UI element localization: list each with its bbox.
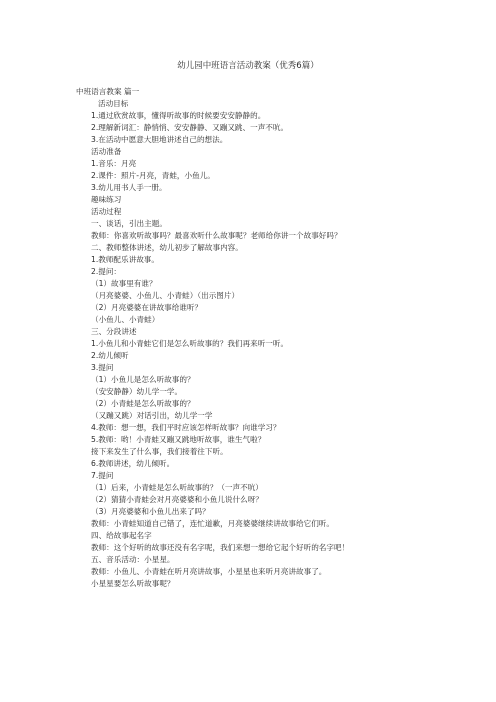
text-line: 四、给故事起名字 [91,531,152,540]
text-line: （月亮婆婆、小鱼儿、小青蛙）（出示图片） [91,291,240,300]
text-line: 2.提问： [91,267,122,276]
text-line: （小鱼儿、小青蛙） [91,315,160,324]
text-line: 接下来发生了什么事，我们接着往下听。 [91,447,228,456]
text-line: 三、分段讲述 [91,327,137,336]
text-line: 2.课件：照片-月亮，青蛙，小鱼儿。 [91,171,215,180]
text-line: 4.教师：想一想，我们平时应该怎样听故事？向谁学习？ [91,423,281,432]
text-line: （1）后来，小青蛙是怎么听故事的？（一声不吭） [91,483,263,492]
text-line: 6.教师讲述，幼儿倾听。 [91,459,175,468]
text-line: 1.音乐：月亮 [91,159,137,168]
text-line: 五、音乐活动：小星星。 [91,555,175,564]
text-line: （2）月亮婆婆在讲故事给谁听？ [91,303,203,312]
text-line: 1.通过欣赏故事，懂得听故事的时候要安安静静的。 [91,111,266,120]
text-line: （2）小青蛙是怎么听故事的？ [91,399,195,408]
text-line: 3.提问 [91,363,114,372]
text-line: （1）故事里有谁？ [91,279,157,288]
text-line: （安安静静）幼儿学一学。 [91,387,183,396]
text-line: 1.教师配乐讲故事。 [91,255,159,264]
text-line: 2.幼儿倾听 [91,351,129,360]
text-line: 教师：这个好听的故事还没有名字呢，我们来想一想给它起个好听的名字吧！ [91,543,350,552]
text-line: 一、谈话，引出主题。 [91,219,167,228]
text-line: （又蹦又跳）对话引出，幼儿学一学 [91,411,213,420]
text-line: 5.教师：哟！小青蛙又蹦又跳地听故事，谁生气啦？ [91,435,266,444]
text-line: 3.幼儿用书人手一册。 [91,183,167,192]
text-line: （3）月亮婆婆和小鱼儿出来了吗？ [91,507,210,516]
text-line: 2.理解新词汇：静悄悄、安安静静、又蹦又跳、一声不吭。 [91,123,289,132]
text-line: 活动准备 [91,147,122,156]
text-line: （2）猜猜小青蛙会对月亮婆婆和小鱼儿说什么呀？ [91,495,263,504]
text-line: 1.小鱼儿和小青蛙它们是怎么听故事的？我们再来听一听。 [91,339,289,348]
text-line: 教师：你喜欢听故事吗？最喜欢听什么故事呢？老师给你讲一个故事好吗？ [91,231,342,240]
document-title: 幼儿园中班语言活动教案（优秀6篇） [177,61,319,71]
text-line: 教师：小鱼儿、小青蛙在听月亮讲故事，小星星也来听月亮讲故事了。 [91,567,327,576]
section-heading: 中班语言教案 篇一 [76,87,140,96]
text-line: 教师：小青蛙知道自己错了，连忙道歉，月亮婆婆继续讲故事给它们听。 [91,519,334,528]
text-line: 趣味练习 [91,195,122,204]
text-line: 小星星要怎么听故事呢？ [91,579,175,588]
text-line: 活动过程 [91,207,122,216]
text-line: 二、教师整体讲述，幼儿初步了解故事内容。 [91,243,243,252]
subheading: 活动目标 [98,99,129,108]
text-line: （1）小鱼儿是怎么听故事的？ [91,375,195,384]
text-line: 7.提问 [91,471,114,480]
text-line: 3.在活动中愿意大胆地讲述自己的想法。 [91,135,228,144]
